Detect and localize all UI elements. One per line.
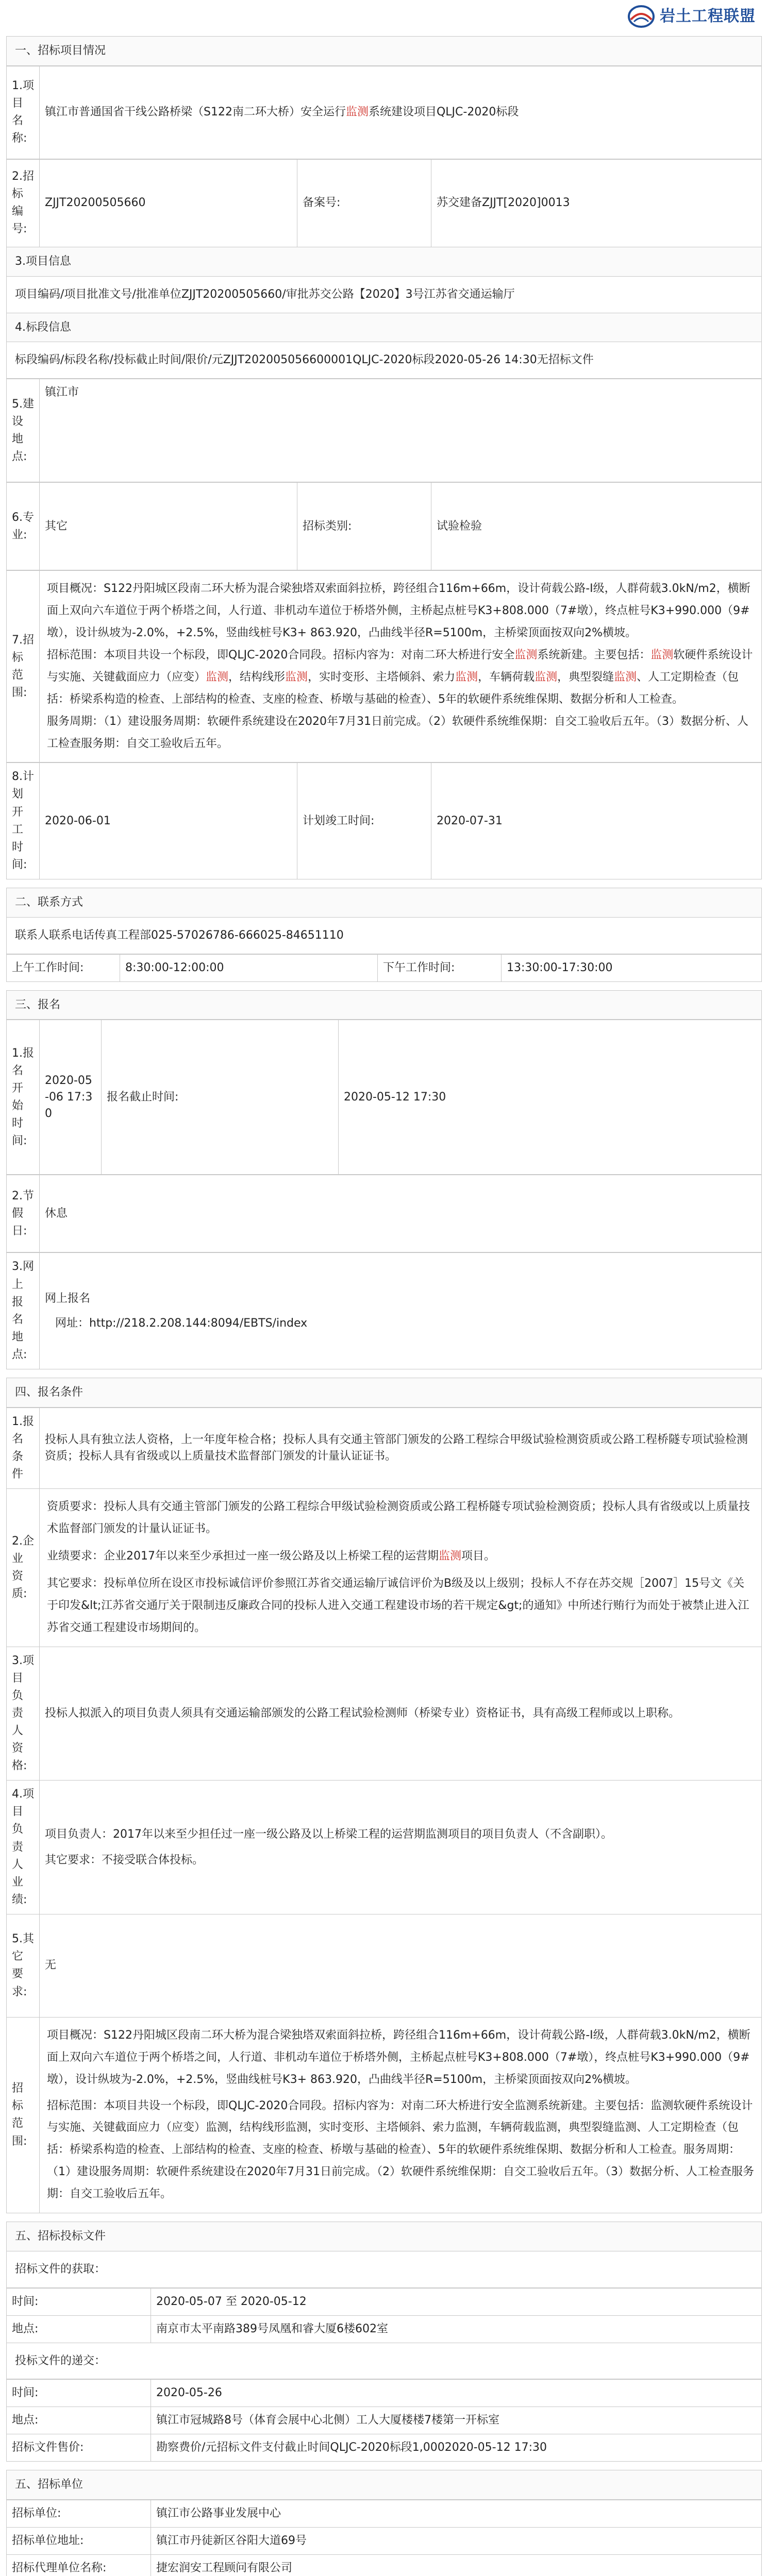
scope-label: 7.招标范围: (7, 571, 40, 762)
record-number-value: 苏交建备ZJJT[2020]0013 (431, 159, 762, 247)
reg-end-value: 2020-05-12 17:30 (339, 1020, 762, 1175)
location-table (6, 379, 762, 482)
conditions-label: 1.报名条件 (7, 1408, 40, 1488)
online-reg-value (40, 1253, 762, 1369)
manager-qual-label: 3.项目负责人资格: (7, 1647, 40, 1781)
scope2-content: 招标范围：本项目共设一个标段，即QLJC-2020合同段。招标内容为：对南二环大桥进行安全监测系统新建。主要包括：监测软硬件系统设计与实施、关键截面应力（应变）监测，结构线形监测，实时变形、主塔倾斜、索力监测，车辆荷载监测，典型裂缝监测、人工定期检查（包括：桥梁系构造的检查、上部结构的检查、支座的检查、桥墩与基础的检查）、5年的软硬件系统维保期、数据分析和人工检查。服务周期：（1）建设服务周期：软硬件系统建设在2020年7月31日前完成。（2）软硬件系统维保期：自交工验收后五年。（3）数据分析、人工检查服务期：自交工验收后五年。 (47, 2099, 754, 2201)
manager-perf-text: 项目负责人：2017年以来至少担任过一座一级公路及以上桥梁工程的运营期监测项目的项目负责人（不含副职）。 (45, 1827, 612, 1841)
doc-price-value: 勘察费价/元招标文件支付截止时间QLJC-2020标段1,0002020-05-12 17:30 (151, 2434, 762, 2462)
planned-start-value: 2020-06-01 (40, 763, 297, 879)
contact-info: 联系人联系电话传真工程部025-57026786-666025-84651110 (6, 918, 762, 954)
section-title-documents: 五、招标投标文件 (6, 2222, 762, 2251)
lh-globe-logo-icon (627, 4, 656, 29)
conditions-value: 投标人具有独立法人资格，上一年度年检合格；投标人具有交通主管部门颁发的公路工程综合甲级试验检测资质或公路工程桥隧专项试验检测资质；投标人具有省级或以上质量技术监督部门颁发的计量认证证书。 (40, 1408, 762, 1488)
project-info-table (6, 66, 762, 159)
performance-requirement: 业绩要求：企业2017年以来至少承担过一座一级公路及以上桥梁工程的运营期监测项目。 (47, 1550, 496, 1563)
location-value: 镇江市 (40, 379, 762, 482)
project-info-value: 项目编码/项目批准文号/批准单位ZJJT20200505660/审批苏交公路【2020】3号江苏省交通运输厅 (6, 277, 762, 313)
manager-qual-value: 投标人拟派入的项目负责人须具有交通运输部颁发的公路工程试验检测师（桥梁专业）资格证书，具有高级工程师或以上职称。 (40, 1647, 762, 1781)
section-title-registration: 三、报名 (6, 990, 762, 1020)
qualification-value (40, 1489, 762, 1647)
submit-time-value: 2020-05-26 (151, 2380, 762, 2407)
doc-submit-title: 投标文件的递交： (6, 2343, 762, 2380)
doc-time-value: 2020-05-07 至 2020-05-12 (151, 2288, 762, 2315)
work-hours-table (6, 954, 762, 982)
doc-price-label: 招标文件售价: (7, 2434, 151, 2462)
header-bar (6, 0, 762, 36)
submit-addr-label: 地点: (7, 2407, 151, 2434)
pm-hours-label: 下午工作时间: (378, 954, 502, 981)
manager-perf-label: 4.项目负责人业绩: (7, 1781, 40, 1914)
holiday-table (6, 1175, 762, 1252)
agent-name-label: 招标代理单位名称: (7, 2554, 151, 2576)
holiday-label: 2.节假日: (7, 1175, 40, 1252)
tender-number-value: ZJJT20200505660 (40, 159, 297, 247)
planned-finish-value: 2020-07-31 (431, 763, 762, 879)
record-number-label: 备案号: (297, 159, 431, 247)
doc-addr-label: 地点: (7, 2315, 151, 2343)
manager-perf-other: 其它要求：不接受联合体投标。 (45, 1853, 204, 1867)
doc-submit-table (6, 2379, 762, 2462)
scope2-overview: 项目概况：S122丹阳城区段南二环大桥为混合梁独塔双索面斜拉桥，跨径组合116m+66m，设计荷载公路-I级，人群荷载3.0kN/m2，横断面上双向六车道位于两个桥塔之间，人行道、非机动车道位于桥塔外侧，主桥起点桩号K3+808.000（7#墩），终点桩号K3+990.000（9#墩），设计纵坡为-2.0%，+2.5%，竖曲线桩号K3+ 863.920，凸曲线半径R=5100m，主桥梁顶面按双向2%横坡。 (47, 2028, 750, 2086)
doc-addr-value: 南京市太平南路389号凤凰和睿大厦6楼602室 (151, 2315, 762, 2343)
lot-info-value: 标段编码/标段名称/投标截止时间/限价/元ZJJT202005056600001QLJC-2020标段2020-05-26 14:30无招标文件 (6, 342, 762, 379)
qualification-requirement: 资质要求：投标人具有交通主管部门颁发的公路工程综合甲级试验检测资质或公路工程桥隧专项试验检测资质；投标人具有省级或以上质量技术监督部门颁发的计量认证证书。 (47, 1500, 750, 1536)
online-reg-table (6, 1252, 762, 1369)
section-title-project: 一、招标项目情况 (6, 36, 762, 66)
specialty-table (6, 482, 762, 570)
section-title-conditions: 四、报名条件 (6, 1378, 762, 1408)
credit-requirement: 其它要求：投标单位所在设区市投标诚信评价参照江苏省交通运输厅诚信评价为B级及以上级别；投标人不存在苏交规［2007］15号文《关于印发&lt;江苏省交通厅关于限制违反廉政合同的投标人进入交通工程建设市场的若干规定&gt;的通知》中所述行贿行为而处于被禁止进入江苏省交通工程建设市场期间的。 (47, 1577, 749, 1634)
tenderer-table (6, 2500, 762, 2576)
am-hours-label: 上午工作时间: (7, 954, 120, 981)
tender-number-table (6, 159, 762, 247)
tenderer-value: 镇江市公路事业发展中心 (151, 2500, 762, 2527)
qualification-label: 2.企业资质: (7, 1489, 40, 1647)
tenderer-addr-value: 镇江市丹徒新区谷阳大道69号 (151, 2527, 762, 2554)
online-reg-url[interactable]: 网址：http://218.2.208.144:8094/EBTS/index (55, 1316, 308, 1330)
other-req-label: 5.其它要求: (7, 1914, 40, 2017)
section-title-tenderer: 五、招标单位 (6, 2470, 762, 2500)
specialty-label: 6.专业: (7, 483, 40, 570)
planned-finish-label: 计划竣工时间: (297, 763, 431, 879)
reg-start-label: 1.报名开始时间: (7, 1020, 40, 1175)
online-reg-label: 3.网上报名地点: (7, 1253, 40, 1369)
reg-start-value: 2020-05-06 17:30 (40, 1020, 102, 1175)
project-info-title: 3.项目信息 (6, 247, 762, 277)
holiday-value: 休息 (40, 1175, 762, 1252)
tenderer-label: 招标单位: (7, 2500, 151, 2527)
reg-end-label: 报名截止时间: (102, 1020, 339, 1175)
schedule-table (6, 762, 762, 879)
doc-get-table (6, 2288, 762, 2343)
submit-addr-value: 镇江市冠城路8号（体育会展中心北侧）工人大厦楼楼7楼第一开标室 (151, 2407, 762, 2434)
scope-content: 招标范围：本项目共设一个标段，即QLJC-2020合同段。招标内容为：对南二环大桥进行安全监测系统新建。主要包括：监测软硬件系统设计与实施、关键截面应力（应变）监测，结构线形监测，实时变形、主塔倾斜、索力监测，车辆荷载监测，典型裂缝监测、人工定期检查（包括：桥梁系构造的检查、上部结构的检查、支座的检查、桥墩与基础的检查）、5年的软硬件系统维保期、数据分析和人工检查。 (47, 648, 753, 706)
section-title-contact: 二、联系方式 (6, 888, 762, 918)
scope2-value (40, 2017, 762, 2213)
online-reg-title: 网上报名 (45, 1292, 91, 1305)
conditions-table (6, 1408, 762, 2213)
location-label: 5.建设地点: (7, 379, 40, 482)
submit-time-label: 时间: (7, 2380, 151, 2407)
lot-info-title: 4.标段信息 (6, 313, 762, 343)
site-logo (627, 4, 756, 29)
scope-period: 服务周期：（1）建设服务周期：软硬件系统建设在2020年7月31日前完成。（2）软硬件系统维保期：自交工验收后五年。（3）数据分析、人工检查服务期：自交工验收后五年。 (47, 715, 748, 750)
planned-start-label: 8.计划开工时间: (7, 763, 40, 879)
tender-number-label: 2.招标编号: (7, 159, 40, 247)
scope-value (40, 571, 762, 762)
scope-overview: 项目概况：S122丹阳城区段南二环大桥为混合梁独塔双索面斜拉桥，跨径组合116m+66m，设计荷载公路-I级，人群荷载3.0kN/m2，横断面上双向六车道位于两个桥塔之间，人行道、非机动车道位于桥塔外侧，主桥起点桩号K3+808.000（7#墩），终点桩号K3+990.000（9#墩），设计纵坡为-2.0%，+2.5%，竖曲线桩号K3+ 863.920，凸曲线半径R=5100m，主桥梁顶面按双向2%横坡。 (47, 582, 750, 640)
doc-time-label: 时间: (7, 2288, 151, 2315)
logo-text: 岩土工程联盟 (660, 7, 756, 26)
other-req-value: 无 (40, 1914, 762, 2017)
scope-table (6, 570, 762, 762)
tender-category-value: 试验检验 (431, 483, 762, 570)
pm-hours-value: 13:30:00-17:30:00 (502, 954, 762, 981)
scope2-label: 招标范围: (7, 2017, 40, 2213)
manager-perf-value (40, 1781, 762, 1914)
am-hours-value: 8:30:00-12:00:00 (120, 954, 378, 981)
tenderer-addr-label: 招标单位地址: (7, 2527, 151, 2554)
agent-name-value: 捷宏润安工程顾问有限公司 (151, 2554, 762, 2576)
project-name-value: 镇江市普通国省干线公路桥梁（S122南二环大桥）安全运行监测系统建设项目QLJC-2020标段 (40, 66, 762, 159)
specialty-value: 其它 (40, 483, 297, 570)
doc-get-title: 招标文件的获取： (6, 2251, 762, 2288)
registration-time-table (6, 1020, 762, 1175)
tender-category-label: 招标类别: (297, 483, 431, 570)
project-name-label: 1.项目名称: (7, 66, 40, 159)
